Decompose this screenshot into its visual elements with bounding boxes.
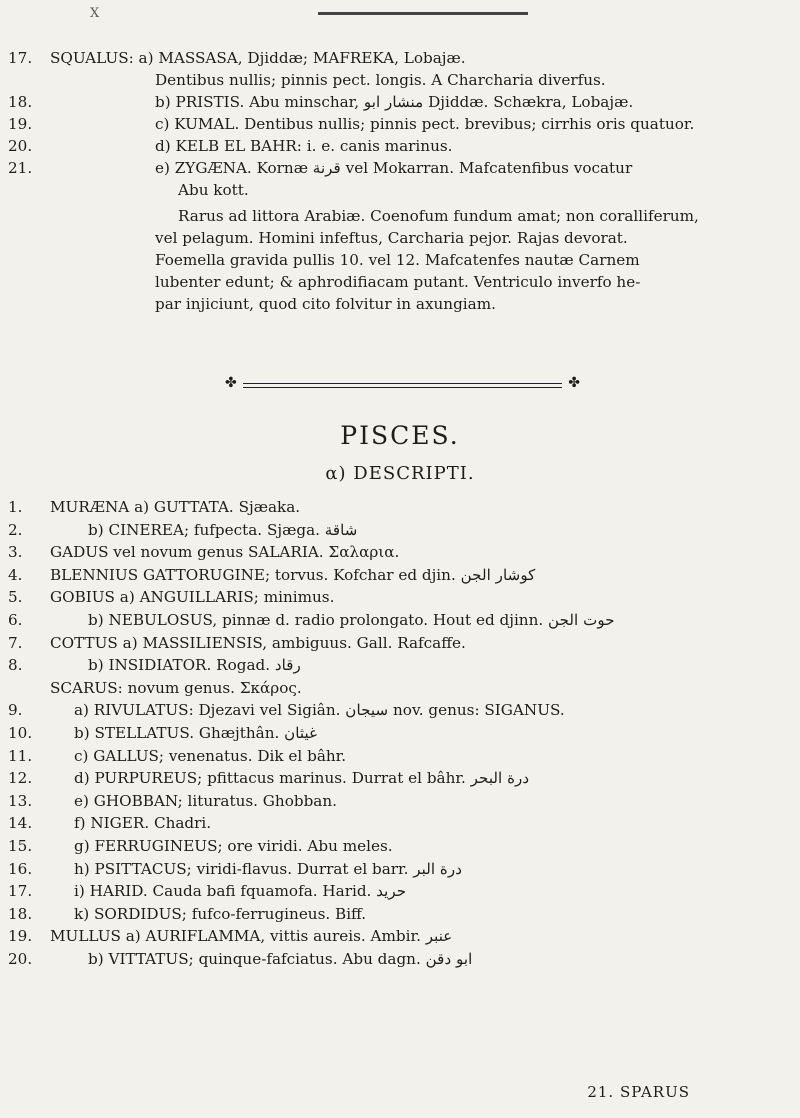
entry-text: MULLUS a) AURIFLAMMA, vittis aureis. Ambir. عنبر bbox=[50, 927, 453, 946]
entry-number: 8. bbox=[8, 656, 23, 675]
entry-text: GADUS vel novum genus SALARIA. Σαλαρια. bbox=[50, 543, 400, 562]
entry-number: 3. bbox=[8, 543, 23, 562]
entry-text: GOBIUS a) ANGUILLARIS; minimus. bbox=[50, 588, 335, 607]
entry-text: b) VITTATUS; quinque-fafciatus. Abu dagn. ابو دقن bbox=[88, 950, 473, 968]
entry-number: 5. bbox=[8, 588, 23, 607]
entry-text: d) PURPUREUS; pfittacus marinus. Durrat el bâhr. درة البحر bbox=[74, 769, 530, 788]
entry-number: 4. bbox=[8, 565, 23, 584]
entry-text: SCARUS: novum genus. Σκάρος. bbox=[50, 678, 302, 697]
entry-text: b) INSIDIATOR. Rogad. رقاد bbox=[88, 656, 301, 675]
entry-text: b) CINEREA; fufpecta. Sjæga. شاقة bbox=[88, 520, 358, 539]
entry-number: 2. bbox=[8, 520, 23, 539]
entry-number: 19. bbox=[8, 927, 33, 946]
section-title: PISCES. bbox=[340, 421, 460, 450]
entry-text: g) FERRUGINEUS; ore viridi. Abu meles. bbox=[74, 837, 393, 855]
entry-text: COTTUS a) MASSILIENSIS, ambiguus. Gall. Rafcaffe. bbox=[50, 633, 466, 652]
entry-text: f) NIGER. Chadri. bbox=[74, 814, 212, 833]
entry-number: 6. bbox=[8, 611, 23, 629]
catchword: 21. SPARUS bbox=[587, 1083, 690, 1101]
ornament-right-icon: ✤ bbox=[568, 375, 580, 391]
entry-number: 1. bbox=[8, 498, 23, 516]
entry-text: a) RIVULATUS: Djezavi vel Sigiân. سيجان nov. genus: SIGANUS. bbox=[74, 701, 565, 720]
entry-text: e) GHOBBAN; lituratus. Ghobban. bbox=[74, 791, 337, 810]
ornamental-divider bbox=[225, 375, 580, 391]
entry-number: 7. bbox=[8, 633, 23, 652]
entry-number: 14. bbox=[8, 814, 33, 833]
entry-number: 17. bbox=[8, 882, 33, 901]
entry-number: 12. bbox=[8, 769, 33, 788]
entry-number: 20. bbox=[8, 950, 33, 968]
entry-text: h) PSITTACUS; viridi-flavus. Durrat el barr. درة البر bbox=[74, 859, 462, 878]
entry-text: MURÆNA a) GUTTATA. Sjæaka. bbox=[50, 498, 301, 516]
entry-number: 13. bbox=[8, 791, 33, 810]
entry-number: 15. bbox=[8, 837, 33, 855]
entry-text: b) STELLATUS. Ghæjthân. غيثان bbox=[74, 724, 318, 742]
subsection-title: α) DESCRIPTI. bbox=[325, 463, 475, 484]
entry-number: 18. bbox=[8, 904, 33, 923]
divider-bar bbox=[243, 383, 562, 388]
ornament-left-icon: ✤ bbox=[225, 375, 237, 391]
page: X 17. SQUALUS: a) MASSASA, Djiddæ; MAFREKA, Lobajæ. Dentibus nullis; pinnis pect. longis. A Charcharia diverfus. 18. b) PRISTIS. Abu minschar, منشار ابو Djiddæ. Schækra, Lobajæ. 19. c) KUMAL. Dentibus nullis; pinnis pect. brevibus; cirrhis oris quatuor. 20. d) KELB EL BAHR: i. e. canis marinus. 21. e) ZYGÆNA. Kornæ قرنة vel Mokarran. Mafcatenfibus vocatur Abu kott. Rarus ad littora Arabiæ. Coenofum fundum amat; non coralliferum, vel pelagum. Homini infeftus, Carcharia pejor. Rajas devorat. Foemella gravida pullis 10. vel 12. Mafcatenfes nautæ Carnem lubenter edunt; & aphrodifiacam putant. Ventriculo inverfo he- par injiciunt, quod cito folvitur in axungiam. ✤ ✤ PISCES. α) DESCRIPTI. 1. MURÆNA a) GUTTATA. Sjæaka. 2. b) CINEREA; fufpecta. Sjæga. شاقة 3. GADUS vel novum genus SALARIA. Σαλαρια. 4. BLENNIUS GATTORUGINE; torvus. Kofchar ed djin. كوشار الجن 5. GOBIUS a) ANGUILLARIS; minimus. 6. b) NEBULOSUS, pinnæ d. radio prolongato. Hout ed djinn. حوت الجن 7. COTTUS a) MASSILIENSIS, ambiguus. Gall. Rafcaffe. 8. b) INSIDIATOR. Rogad. رقاد SCARUS: novum genus. Σκάρος. 9. a) RIVULATUS: Djezavi vel Sigiân. سيجان nov. genus: SIGANUS. 10. b) STELLATUS. Ghæjthân. غيثان 11. c) GALLUS; venenatus. Dik el bâhr. 12. d) PURPUREUS; pfittacus marinus. Durrat el bâhr. درة البحر 13. e) GHOBBAN; lituratus. Ghobban. 14. f) NIGER. Chadri. 15. g) FERRUGINEUS; ore viridi. Abu meles. 16. h) PSITTACUS; viridi-flavus. Durrat el barr. درة البر 17. i) HARID. Cauda bafi fquamofa. Harid. حريد 18. k) SORDIDUS; fufco-ferrugineus. Biff. 19. MULLUS a) AURIFLAMMA, vittis aureis. Ambir. عنبر 20. b) VITTATUS; quinque-fafciatus. Abu dagn. ابو دقن 21. SPARUS bbox=[0, 0, 800, 1118]
entry-number: 11. bbox=[8, 746, 33, 765]
entry-text: i) HARID. Cauda bafi fquamofa. Harid. حريد bbox=[74, 882, 407, 901]
page-mark: X bbox=[90, 6, 100, 21]
entry-text: k) SORDIDUS; fufco-ferrugineus. Biff. bbox=[74, 904, 367, 923]
entry-text: b) NEBULOSUS, pinnæ d. radio prolongato. Hout ed djinn. حوت الجن bbox=[88, 611, 615, 629]
entry-text: c) GALLUS; venenatus. Dik el bâhr. bbox=[74, 746, 347, 765]
entry-number: 16. bbox=[8, 859, 33, 878]
entry-number: 9. bbox=[8, 701, 23, 720]
entry-number: 10. bbox=[8, 724, 33, 742]
entry-text: BLENNIUS GATTORUGINE; torvus. Kofchar ed djin. كوشار الجن bbox=[50, 565, 536, 584]
top-rule bbox=[318, 12, 528, 15]
